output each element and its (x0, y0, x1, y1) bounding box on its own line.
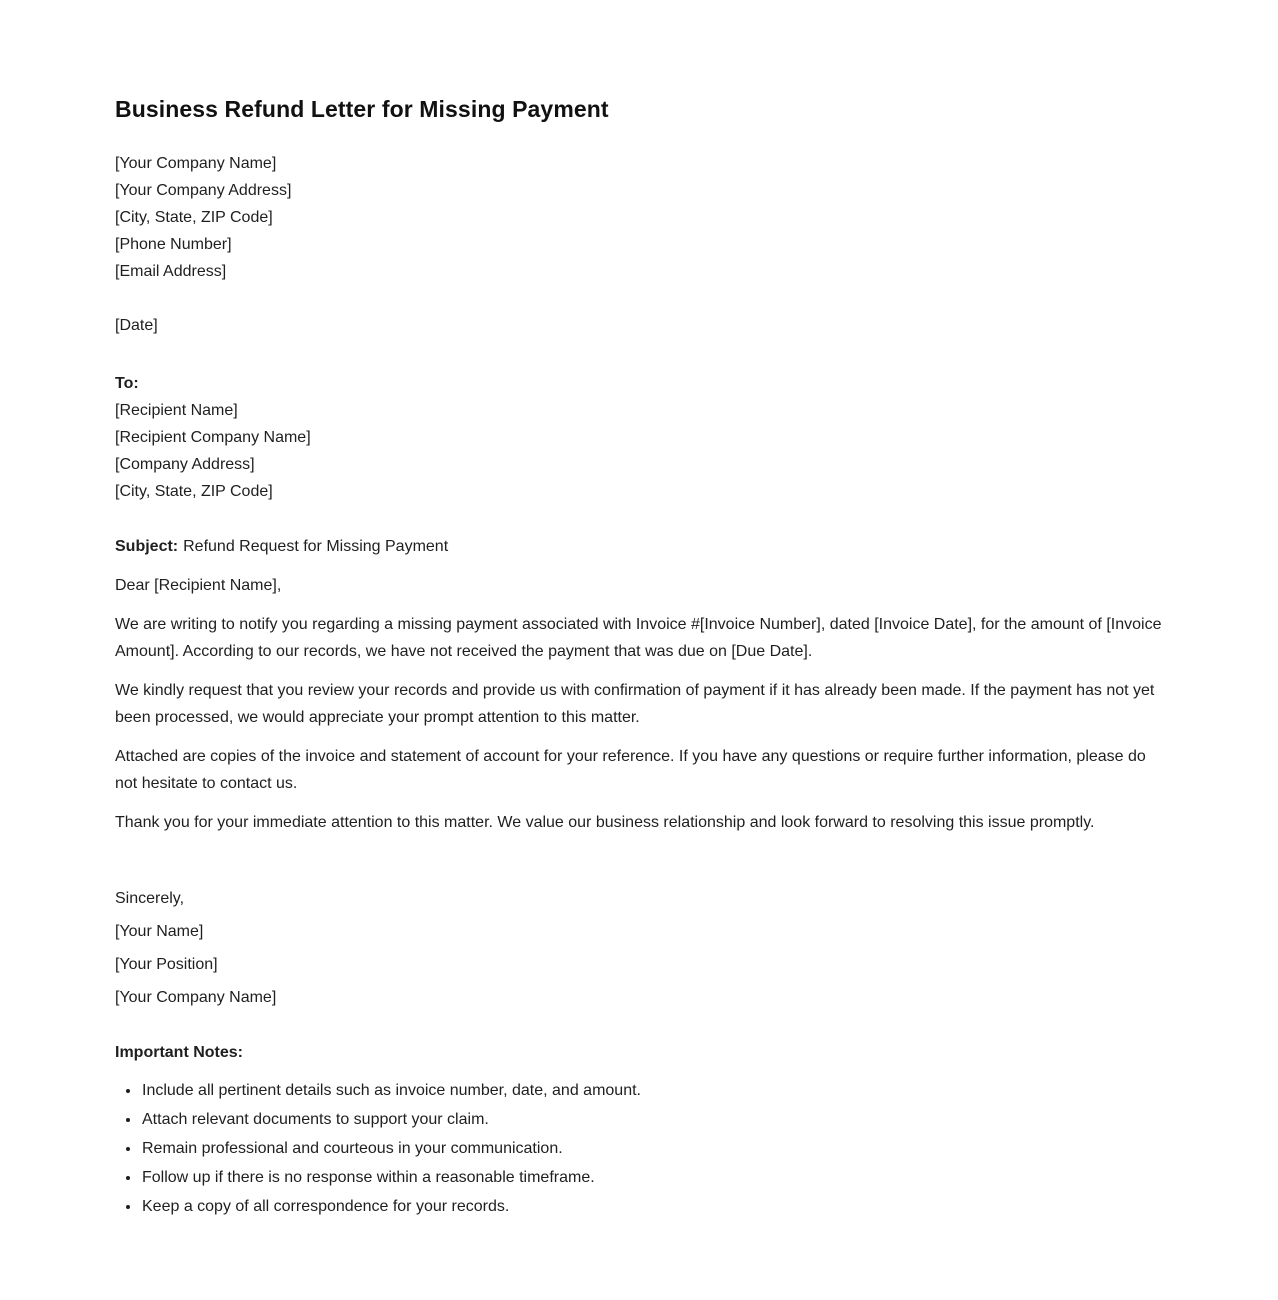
sender-phone: [Phone Number] (115, 236, 232, 253)
note-item: • Include all pertinent details such as invoice number, date, and amount. (141, 1076, 1163, 1105)
body-paragraph: We kindly request that you review your records and provide us with confirmation of payment if it has already been made. If the payment has not yet been processed, we would appreciate your prompt attention to this matter. (115, 682, 1155, 726)
recipient-name: [Recipient Name] (115, 402, 238, 419)
sender-company-name: [Your Company Name] (115, 155, 277, 172)
signature-name: [Your Name] (115, 923, 204, 940)
sender-city-state-zip: [City, State, ZIP Code] (115, 209, 273, 226)
note-item: • Attach relevant documents to support your claim. (141, 1105, 1163, 1134)
body-paragraph: Attached are copies of the invoice and statement of account for your reference. If you have any questions or require further information, please do not hesitate to contact us. (115, 748, 1146, 792)
recipient-city-state-zip: [City, State, ZIP Code] (115, 483, 273, 500)
important-notes-list (115, 1076, 1163, 1221)
body-paragraph: We are writing to notify you regarding a missing payment associated with Invoice #[Invoice Number], dated [Invoice Date], for the amount of [Invoice Amount]. According to our records, we have not received the payment that was due on [Due Date]. (115, 616, 1162, 660)
note-item: • Follow up if there is no response within a reasonable timeframe. (141, 1163, 1163, 1192)
subject-label: Subject: (115, 538, 179, 555)
note-item: • Remain professional and courteous in your communication. (141, 1134, 1163, 1163)
recipient-company-address: [Company Address] (115, 456, 255, 473)
recipient-company-name: [Recipient Company Name] (115, 429, 311, 446)
letter-content (115, 96, 1163, 1221)
signature-block (115, 918, 1163, 1011)
salutation: Dear [Recipient Name], (115, 577, 282, 594)
sender-email: [Email Address] (115, 263, 227, 280)
recipient-block (115, 397, 1163, 505)
subject-line (115, 533, 1163, 560)
body-paragraph: Thank you for your immediate attention to this matter. We value our business relationship and look forward to resolving this issue promptly. (115, 814, 1095, 831)
sender-company-address: [Your Company Address] (115, 182, 292, 199)
to-label: To: (115, 375, 139, 392)
document-title: Business Refund Letter for Missing Payment (115, 96, 609, 122)
important-notes-label: Important Notes: (115, 1044, 243, 1061)
closing-line: Sincerely, (115, 890, 185, 907)
subject-text: Refund Request for Missing Payment (183, 538, 449, 555)
note-item: • Keep a copy of all correspondence for your records. (141, 1192, 1163, 1221)
sender-block (115, 150, 1163, 285)
date-line: [Date] (115, 317, 158, 334)
signature-position: [Your Position] (115, 956, 218, 973)
signature-company: [Your Company Name] (115, 989, 277, 1006)
